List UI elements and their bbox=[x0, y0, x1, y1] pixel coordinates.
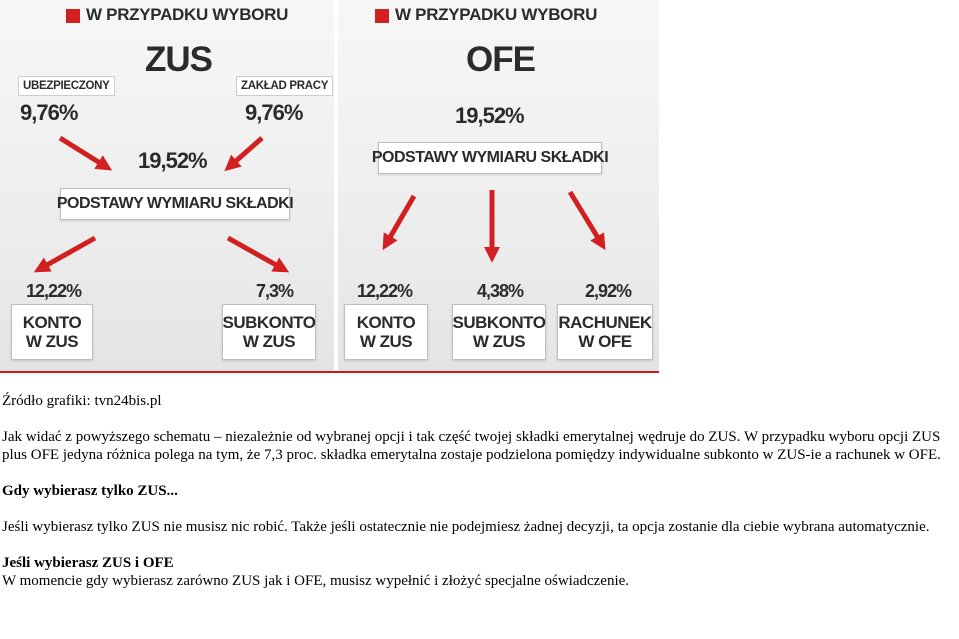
infographic bbox=[0, 0, 659, 373]
pct-out-right-3: 2,92% bbox=[585, 281, 632, 301]
base-box-right: PODSTAWY WYMIARU SKŁADKI bbox=[378, 142, 602, 174]
arrow-right-3 bbox=[570, 192, 603, 246]
pct-insured: 9,76% bbox=[20, 100, 78, 125]
header-square-icon bbox=[375, 9, 389, 23]
tag-insured: UBEZPIECZONY bbox=[18, 76, 115, 96]
box-line: KONTO bbox=[356, 313, 416, 332]
graphic-bottom-rule bbox=[0, 371, 659, 373]
arrow-left-1 bbox=[60, 138, 108, 168]
box-konto-zus-left bbox=[11, 304, 93, 360]
box-line: SUBKONTO bbox=[222, 313, 316, 332]
paragraph-intro: Jak widać z powyższego schematu – niezależnie od wybranej opcji i tak część twojej składki emerytalnej wędruje do ZUS. W przypadku wyboru opcji ZUS plus OFE jedyna różnica polega na tym, że 7,3 proc. składka emerytalna zostaje podzielona pomiędzy indywidualne subkonto w ZUS-ie a rachunek w OFE. bbox=[2, 429, 941, 463]
base-box-left: PODSTAWY WYMIARU SKŁADKI bbox=[60, 188, 290, 220]
paragraph-only-zus: Jeśli wybierasz tylko ZUS nie musisz nic robić. Także jeśli ostatecznie nie podejmiesz żadnej decyzji, ta opcja zostanie dla ciebie wybrana automatycznie. bbox=[2, 519, 930, 535]
box-line: KONTO bbox=[22, 313, 82, 332]
pct-employer: 9,76% bbox=[245, 100, 303, 125]
pct-total-right: 19,52% bbox=[455, 103, 524, 128]
pct-out-left-1: 12,22% bbox=[26, 281, 82, 301]
box-line: SUBKONTO bbox=[452, 313, 546, 332]
image-source: Źródło grafiki: tvn24bis.pl bbox=[2, 393, 162, 409]
box-line: W ZUS bbox=[359, 332, 413, 351]
paragraph-zus-ofe: W momencie gdy wybierasz zarówno ZUS jak i OFE, musisz wypełnić i złożyć specjalne oświadczenie. bbox=[2, 573, 630, 589]
box-rachunek-ofe bbox=[557, 304, 653, 360]
header-square-icon bbox=[66, 9, 80, 23]
tag-employer: ZAKŁAD PRACY bbox=[236, 76, 333, 96]
box-line: W ZUS bbox=[472, 332, 526, 351]
article-body bbox=[2, 392, 957, 590]
arrow-left-4 bbox=[228, 238, 285, 270]
pct-total-left: 19,52% bbox=[138, 148, 207, 173]
box-line: W OFE bbox=[578, 332, 632, 351]
left-title: ZUS bbox=[145, 40, 212, 79]
box-konto-zus-right bbox=[344, 304, 428, 360]
pct-out-right-2: 4,38% bbox=[477, 281, 524, 301]
box-subkonto-zus-left bbox=[222, 304, 316, 360]
left-header: W PRZYPADKU WYBORU bbox=[86, 5, 289, 24]
box-line: W ZUS bbox=[25, 332, 79, 351]
arrow-left-3 bbox=[38, 238, 95, 270]
right-title: OFE bbox=[466, 40, 535, 79]
pct-out-left-2: 7,3% bbox=[256, 281, 294, 301]
right-header: W PRZYPADKU WYBORU bbox=[395, 5, 598, 24]
heading-only-zus: Gdy wybierasz tylko ZUS... bbox=[2, 483, 178, 499]
box-line: W ZUS bbox=[242, 332, 296, 351]
heading-zus-ofe: Jeśli wybierasz ZUS i OFE bbox=[2, 555, 174, 571]
pct-out-right-1: 12,22% bbox=[357, 281, 413, 301]
box-line: RACHUNEK bbox=[558, 313, 652, 332]
box-subkonto-zus-right bbox=[452, 304, 546, 360]
arrow-right-1 bbox=[385, 196, 414, 246]
arrow-left-2 bbox=[228, 138, 262, 168]
